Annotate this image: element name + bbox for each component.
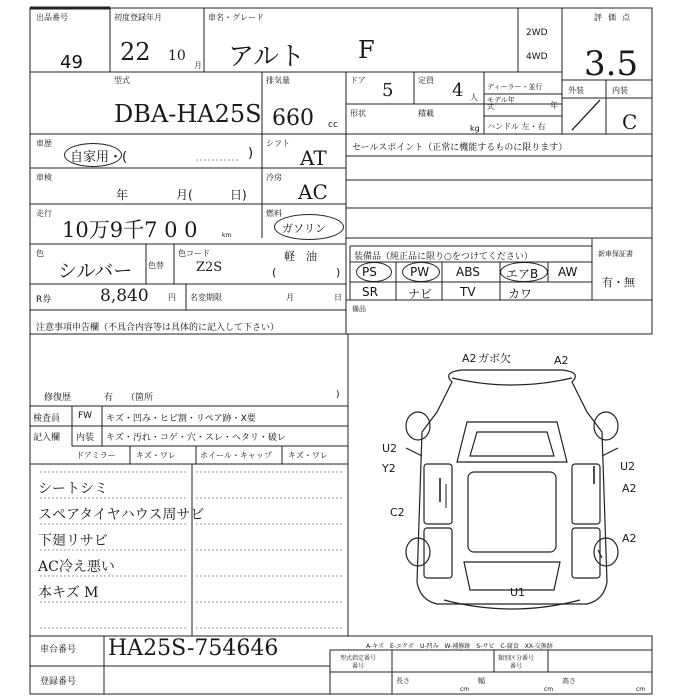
- exterior-slash-mark: [572, 100, 600, 130]
- color-code-value: Z2S: [196, 260, 223, 275]
- capacity-label: 定員: [418, 76, 434, 85]
- door-label: ドア: [350, 76, 366, 85]
- class-label: 類別区分番号: [498, 655, 535, 662]
- height-unit: cm: [636, 686, 646, 693]
- shape-label: 形状: [350, 109, 366, 118]
- damage-label: C2: [390, 506, 405, 519]
- paren-close: ): [336, 266, 341, 279]
- chassis-value: HA25S-754646: [108, 636, 279, 661]
- type-value: DBA-HA25S: [114, 100, 262, 128]
- dealer-label: ディーラー・並行: [487, 83, 543, 91]
- inspection-label: 車検: [36, 173, 52, 182]
- car-diagram: [382, 352, 642, 622]
- class-sub: 番号: [510, 663, 523, 670]
- damage-label: A2: [622, 482, 637, 495]
- notes-label: 注意事項申告欄（不具合内容等は具体的に記入して下さい）: [36, 323, 280, 333]
- drive-4wd: 4WD: [526, 52, 548, 62]
- inspection-month: 月(: [176, 188, 193, 202]
- history-label: 車歴: [36, 139, 52, 148]
- first-reg-label: 初度登録年月: [114, 13, 162, 22]
- interior-label: 内装: [612, 86, 628, 95]
- color-value: シルバー: [58, 260, 133, 282]
- reg-label: 登録番号: [40, 677, 77, 687]
- equip-aw: AW: [558, 265, 578, 279]
- model-year-label: モデル年式: [487, 96, 515, 111]
- inspection-year: 年: [116, 188, 129, 202]
- chassis-label: 車台番号: [40, 645, 77, 655]
- recycle-unit: 円: [168, 293, 176, 302]
- mileage-label: 走行: [36, 209, 52, 218]
- door-value: 5: [382, 80, 394, 101]
- equip-leather: カワ: [508, 287, 533, 301]
- width-unit: cm: [544, 686, 554, 693]
- cert-label: 型式指定番号: [340, 655, 377, 662]
- accessories-label: 備品: [352, 305, 366, 313]
- equip-airbag-circle: [500, 262, 548, 282]
- model-value: アルト: [228, 42, 305, 72]
- height-label: 高さ: [562, 677, 576, 685]
- lot-number: 49: [60, 52, 83, 73]
- mileage-value: 10万9千7 0 0: [62, 218, 198, 242]
- damage-label: U1: [510, 586, 526, 599]
- damage-label: U2: [382, 442, 398, 455]
- width-label: 幅: [478, 677, 485, 685]
- int-text: キズ・汚れ・コゲ・穴・スレ・ヘタリ・破レ: [106, 433, 286, 443]
- equip-airbag: エアB: [506, 267, 539, 281]
- equip-sr: SR: [362, 285, 378, 299]
- color-code-label: 色コード: [178, 249, 210, 258]
- meigi-day: 日: [334, 293, 342, 302]
- paren-open: (: [272, 266, 277, 279]
- damage-label: Y2: [382, 462, 396, 475]
- handle-label: ハンドル 左・右: [487, 122, 546, 131]
- inspector-label-2: 記入欄: [33, 433, 61, 443]
- shift-value: AT: [300, 146, 327, 170]
- exterior-label: 外装: [568, 86, 584, 95]
- displacement-unit: cc: [328, 120, 338, 130]
- sales-point-label: セールスポイント（正常に機能するものに限ります）: [352, 143, 568, 153]
- repair-place: （箇所: [126, 393, 154, 403]
- equipment-title: 装備品（純正品に限り○をつけてください）: [354, 252, 533, 262]
- fuel-value: ガソリン: [282, 222, 326, 235]
- damage-legend: A-キズ E-エクボ U-凹み W-補修跡 S-サビ C-腐食 XX-交換跡: [366, 643, 553, 650]
- cooler-label: 冷房: [266, 173, 282, 182]
- load-label: 積載: [418, 109, 434, 118]
- color-label: 色: [36, 249, 44, 258]
- drive-2wd: 2WD: [526, 28, 548, 38]
- cooler-value: AC: [298, 180, 328, 204]
- equip-pw: PW: [410, 265, 430, 279]
- length-unit: cm: [460, 686, 470, 693]
- type-label: 型式: [114, 76, 130, 85]
- equip-abs: ABS: [456, 265, 480, 279]
- equip-navi: ナビ: [408, 287, 433, 301]
- warranty-label: 新車保証書: [598, 250, 633, 258]
- equip-ps: PS: [362, 265, 377, 279]
- model-label: 車名・グレード: [208, 13, 264, 22]
- equip-ps-circle: [356, 262, 392, 282]
- mirror-text: キズ・ワレ: [136, 451, 176, 460]
- repair-close: ): [336, 390, 340, 400]
- int-label: 内装: [76, 433, 95, 443]
- damage-label: A2: [622, 532, 637, 545]
- cert-sub: 番号: [352, 663, 365, 670]
- history-value: 自家用・(: [70, 150, 128, 165]
- inspector-label-1: 検査員: [33, 414, 61, 424]
- equip-pw-circle: [402, 262, 440, 282]
- grade-value: F: [358, 36, 375, 64]
- remark-item: 下廻リサビ: [38, 533, 108, 549]
- model-year-unit: 年: [550, 101, 558, 110]
- damage-label: ガボ欠: [478, 352, 511, 365]
- repaint-label: 色替: [148, 261, 164, 270]
- length-label: 長さ: [396, 677, 410, 685]
- mileage-unit: km: [222, 232, 232, 239]
- equip-tv: TV: [460, 285, 476, 299]
- wheel-text: キズ・ワレ: [288, 451, 328, 460]
- interior-grade: C: [622, 110, 638, 134]
- damage-label: U2: [620, 460, 636, 473]
- inspection-day: 日): [230, 188, 247, 202]
- damage-label: A2: [554, 354, 569, 367]
- repair-value: 有: [104, 393, 114, 403]
- warranty-value: 有・無: [602, 276, 635, 289]
- score-label: 評価点: [594, 13, 636, 22]
- first-reg-month: 10: [168, 48, 186, 64]
- meigi-label: 名変期限: [190, 293, 222, 302]
- displacement-value: 660: [272, 106, 314, 131]
- remark-item: スペアタイヤハウス周サビ: [38, 507, 205, 523]
- mirror-label: ドアミラー: [76, 451, 116, 460]
- remark-item: シートシミ: [38, 481, 108, 497]
- recycle-label: R券: [36, 295, 52, 305]
- remark-item: AC冷え悪い: [38, 559, 115, 575]
- score-value: 3.5: [584, 44, 639, 84]
- fuel-circle: [274, 214, 344, 240]
- wheel-label: ホイール・キャップ: [200, 451, 272, 460]
- history-circle: [64, 143, 122, 167]
- fuel-label: 燃料: [266, 209, 282, 218]
- repair-label: 修復歴: [44, 393, 72, 403]
- capacity-unit: 人: [470, 93, 478, 102]
- lot-label: 出品番号: [36, 13, 68, 22]
- first-reg-year: 22: [120, 38, 151, 66]
- fw-text: キズ・凹み・ヒビ割・リペア跡・X要: [106, 414, 256, 424]
- capacity-value: 4: [452, 80, 464, 101]
- load-unit: kg: [470, 124, 480, 133]
- shift-label: シフト: [266, 139, 290, 148]
- fw-label: FW: [78, 411, 93, 421]
- light-oil: 軽 油: [284, 250, 317, 263]
- recycle-value: 8,840: [100, 286, 149, 306]
- first-reg-month-unit: 月: [194, 61, 202, 70]
- damage-label: A2: [462, 352, 477, 365]
- meigi-month: 月: [286, 293, 294, 302]
- displacement-label: 排気量: [266, 76, 290, 85]
- history-close: ): [248, 146, 254, 161]
- remark-item: 本キズ M: [38, 585, 99, 601]
